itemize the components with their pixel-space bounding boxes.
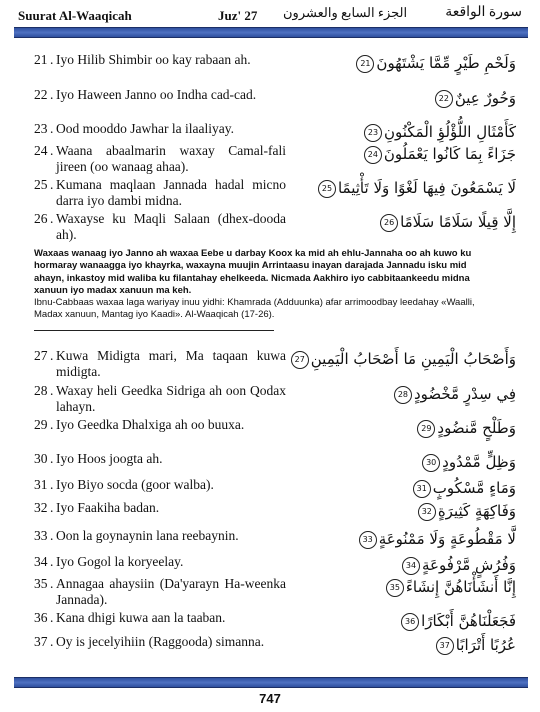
verse-number: 32: [34, 500, 48, 515]
verse-translation: Iyo Faakiha badan.: [56, 500, 160, 515]
verse-end-marker-icon: 29: [417, 420, 435, 438]
verse-number-dot: .: [50, 383, 54, 398]
verse-translation: Kana dhigi kuwa aan la taaban.: [56, 610, 226, 625]
verse-translation: Kumana maqlaan Jannada hadal micno darra iyo dambi midna.: [56, 177, 286, 208]
verse-end-marker-icon: 36: [401, 613, 419, 631]
verse-end-marker-icon: 34: [402, 557, 420, 575]
arabic-text: وَظِلٍّ مَّمْدُودٍ: [442, 453, 516, 471]
verse-number: 29: [34, 417, 48, 432]
arabic-text: وَفَاكِهَةٍ كَثِيرَةٍ: [437, 502, 516, 520]
verse-number-dot: .: [50, 451, 54, 466]
verse-number: 30: [34, 451, 48, 466]
verse-arabic: [417, 419, 516, 438]
top-border-bar: [14, 27, 528, 38]
verse-end-marker-icon: 23: [364, 124, 382, 142]
verse-arabic: [291, 350, 516, 369]
verse-end-marker-icon: 27: [291, 351, 309, 369]
commentary-paragraph-1: Waxaas wanaag iyo Janno ah waxaa Eebe u darbay Koox ka mid ah ehlu-Jannaha oo ah kuwo ku hormaray wanaagga iyo khayrka, waxayna muujin Arrintaasu inayan darajada Jannadu isku mid ahayn, inkastoy mid waliba ku filantahay ehelkeeda. Nicmada Aakhiro iyo cabbitaankeedu midna xanuun iyo madax xanuun ma keh.: [34, 248, 472, 296]
verse-translation: Oon la goynaynin lana reebaynin.: [56, 528, 239, 543]
verse-number: 22: [34, 87, 48, 102]
verse-number: 21: [34, 52, 48, 67]
verse-translation: Waxayse ku Maqli Salaan (dhex-dooda ah).: [56, 211, 286, 242]
section-divider: [34, 330, 274, 331]
verse-end-marker-icon: 35: [386, 579, 404, 597]
arabic-text: وَأَصْحَابُ الْيَمِينِ مَا أَصْحَابُ الْيَمِينِ: [310, 350, 516, 368]
verse-translation: Iyo Biyo socda (goor walba).: [56, 477, 214, 492]
verse-end-marker-icon: 22: [435, 90, 453, 108]
arabic-text: وَلَحْمِ طَيْرٍ مِّمَّا يَشْتَهُونَ: [376, 54, 516, 72]
verse-arabic: [413, 479, 516, 498]
verse-translation: Kuwa Midigta mari, Ma taqaan kuwa midigta.: [56, 348, 286, 379]
arabic-text: لَا يَسْمَعُونَ فِيهَا لَغْوًا وَلَا تَأْثِيمًا: [337, 179, 516, 197]
verse-end-marker-icon: 33: [359, 531, 377, 549]
page-header: [0, 0, 540, 30]
verse-arabic: [394, 385, 516, 404]
verse-number: 31: [34, 477, 48, 492]
verse-translation: Ood mooddo Jawhar la ilaaliyay.: [56, 121, 234, 136]
verse-arabic: [418, 502, 516, 521]
verse-number-dot: .: [50, 477, 54, 492]
verse-number-dot: .: [50, 143, 54, 158]
arabic-text: وَمَاءٍ مَّسْكُوبٍ: [432, 479, 516, 497]
surah-title: Suurat Al-Waaqicah: [18, 8, 132, 23]
verse-number: 35: [34, 576, 48, 591]
verse-number: 28: [34, 383, 48, 398]
verse-translation: Iyo Gogol la koryeelay.: [56, 554, 184, 569]
verse-translation: Iyo Haween Janno oo Indha cad-cad.: [56, 87, 257, 102]
verse-end-marker-icon: 21: [356, 55, 374, 73]
verse-translation: Iyo Geedka Dhalxiga ah oo buuxa.: [56, 417, 245, 432]
verse-translation: Iyo Hilib Shimbir oo kay rabaan ah.: [56, 52, 251, 67]
juz-arabic-title: الجزء السابع والعشرون: [283, 5, 408, 20]
verse-number: 24: [34, 143, 48, 158]
arabic-text: لَّا مَقْطُوعَةٍ وَلَا مَمْنُوعَةٍ: [378, 530, 516, 548]
verse-translation: Waxay heli Geedka Sidriga ah oon Qodax lahayn.: [56, 383, 286, 414]
verse-arabic: [436, 636, 516, 655]
verse-number-dot: .: [50, 417, 54, 432]
verse-arabic: [422, 453, 516, 472]
page-number: 747: [259, 691, 281, 706]
verse-translation: Annagaa ahaysiin (Da'yarayn Ha-weenka Jannada).: [56, 576, 286, 607]
verse-translation: Waana abaalmarin waxay Camal-fali jireen (oo wanaag ahaa).: [56, 143, 286, 174]
arabic-text: فَجَعَلْنَاهُنَّ أَبْكَارًا: [421, 612, 516, 630]
commentary-paragraph-2: Ibnu-Cabbaas waxaa laga wariyay inuu yidhi: Khamrada (Adduunka) afar arrimoodbay leedahay «Waalli, Madax xanuun, Mantag iyo Kaadi». Al-Waaqicah (17-26).: [34, 297, 475, 321]
verse-arabic: [364, 145, 516, 164]
verse-end-marker-icon: 25: [318, 180, 336, 198]
verse-number: 25: [34, 177, 48, 192]
verse-number-dot: .: [50, 87, 54, 102]
verse-arabic: [402, 556, 516, 575]
surah-arabic-title: سورة الواقعة: [445, 5, 522, 20]
verse-end-marker-icon: 30: [422, 454, 440, 472]
verse-number-dot: .: [50, 554, 54, 569]
arabic-text: إِلَّا قِيلًا سَلَامًا سَلَامًا: [400, 213, 516, 231]
arabic-text: وَفُرُشٍ مَّرْفُوعَةٍ: [422, 556, 516, 574]
verse-arabic: [401, 612, 516, 631]
juz-label: Juz' 27: [218, 8, 258, 23]
verse-number-dot: .: [50, 576, 54, 591]
arabic-text: وَطَلْحٍ مَّنضُودٍ: [437, 419, 516, 437]
verse-end-marker-icon: 24: [364, 146, 382, 164]
verse-number-dot: .: [50, 528, 54, 543]
arabic-text: عُرُبًا أَتْرَابًا: [455, 636, 516, 654]
verse-number: 27: [34, 348, 48, 363]
verse-number: 37: [34, 634, 48, 649]
arabic-text: فِي سِدْرٍ مَّخْضُودٍ: [413, 385, 516, 403]
verse-number-dot: .: [50, 500, 54, 515]
verse-arabic: [356, 54, 516, 73]
verse-arabic: [435, 89, 516, 108]
verse-number-dot: .: [50, 52, 54, 67]
verse-arabic: [386, 578, 516, 597]
arabic-text: وَحُورٌ عِينٌ: [454, 89, 516, 107]
verse-number: 23: [34, 121, 48, 136]
verse-number-dot: .: [50, 348, 54, 363]
verse-number-dot: .: [50, 211, 54, 226]
verse-end-marker-icon: 28: [394, 386, 412, 404]
verse-end-marker-icon: 37: [436, 637, 454, 655]
arabic-text: جَزَاءً بِمَا كَانُوا يَعْمَلُونَ: [383, 145, 516, 163]
commentary-block: [34, 248, 494, 322]
verse-end-marker-icon: 31: [413, 480, 431, 498]
verse-number: 34: [34, 554, 48, 569]
verse-number: 26: [34, 211, 48, 226]
verse-arabic: [359, 530, 516, 549]
verse-number-dot: .: [50, 177, 54, 192]
verse-end-marker-icon: 32: [418, 503, 436, 521]
verse-arabic: [318, 179, 516, 198]
verse-number-dot: .: [50, 610, 54, 625]
verse-arabic: [380, 213, 516, 232]
verse-number-dot: .: [50, 121, 54, 136]
verse-number: 36: [34, 610, 48, 625]
arabic-text: إِنَّا أَنشَأْنَاهُنَّ إِنشَاءً: [405, 578, 516, 596]
verse-arabic: [364, 123, 516, 142]
verse-translation: Iyo Hoos joogta ah.: [56, 451, 163, 466]
verse-translation: Oy is jecelyihiin (Raggooda) simanna.: [56, 634, 265, 649]
verse-number: 33: [34, 528, 48, 543]
bottom-border-bar: [14, 677, 528, 688]
verse-end-marker-icon: 26: [380, 214, 398, 232]
verse-number-dot: .: [50, 634, 54, 649]
arabic-text: كَأَمْثَالِ اللُّؤْلُؤِ الْمَكْنُونِ: [383, 123, 516, 141]
